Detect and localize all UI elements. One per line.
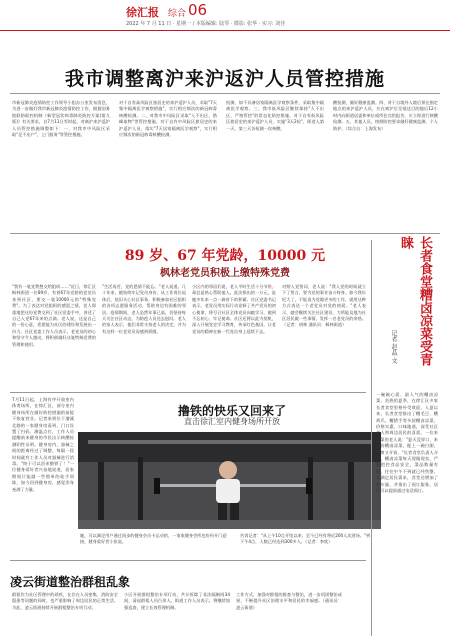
story-headline: 89 岁、67 年党龄，10000 元 bbox=[124, 248, 326, 264]
story-subhead: 枫林老党员积极上缴特殊党费 bbox=[160, 268, 290, 279]
main-col-2: 对于自有高风险区旅居史的来沪返沪人员，采取"7天集中隔离医学观察措施"，实行相应频次的新冠病毒核酸检测。二、对我市中风险区采取"入不出区，错峰取物"等管控措施。对于自有中风险区旅居史的来沪返沪人员，落实"7天居家隔离医学观察"，实行相应频次的新冠病毒核酸检测。 bbox=[119, 100, 217, 138]
story3-col-1: 7月11日起，上海有序开放室内体育场所。在徐汇区，部分室内健身场所在做好防控措施的前提下恢复营业。记者来到位于漕溪北路的一家健身房看到，门口设置了扫码、测温点位，工作人员提醒前来健身的市民出示核酸检测阴性证明。健身房内，器械之间的距离经过了调整，每隔一段时间就有工作人员对器械进行消毒。"终于可以回来撸铁了！"一位健身爱好者兴奋地说道，居家期间只能做一些简单的徒手训练，如今回到健身房，感觉浑身充满了力量。 bbox=[12, 397, 74, 492]
sidebar-title: 长者食堂糟卤凉菜受青睐 bbox=[398, 236, 432, 366]
masthead-section: 综合 bbox=[168, 9, 187, 19]
sidebar-credit: 记者 赵晶 文 bbox=[390, 330, 397, 364]
story2-col-2: "生活再苦，党的恩情不能忘。"老人说道。几十年来，她始终牢记党员身份，从工作岗位退休后，依旧关心社区事务，积极参加社区组织的各项志愿服务活动，帮助身边有困难的邻居。疫情期间，老人虽然年事已高，仍坚持每天关注社区动态，为防疫人员送去慰问。老人的家人表示，他们非常支持老人的决定，并为有这样一位老党员而感到骄傲。 bbox=[102, 284, 186, 334]
masthead-logo: 徐汇报 bbox=[126, 6, 159, 19]
main-col-4: 酸检测，做好健康监测。四、对于自境外入境后须在指定地点的来沪返沪人员，应在离沪后至抵达目的地后12小时内向街道居委和单位或所住宾馆报告，应立即进行核酸检测。五、其他人员，按照防控要求做好健康监测、个人防护。（综合自：上海发布） bbox=[333, 100, 438, 131]
story4-col-2: 小区开展群租整治专项行动，共计拆除了非法隔断间34间，清退群租人员百余人。街道工作人员表示，将继续加强巡查，建立长效管理机制。 bbox=[124, 592, 230, 610]
story-subhead: 直击徐汇室内健身场所开放 bbox=[184, 417, 280, 426]
story2-col-3: 小区内的邻居们说，老人平时生活十分节俭，却总是热心帮助他人。此次捐出的一万元，是她多年来一点一滴省下的积蓄。社区党委书记表示，老党员用实际行动诠释了共产党员的初心使命，将号召社区全体党员向她学习，做到不忘初心、牢记使命。社区还将以此为契机，深入开展党史学习教育，传承红色基因，让老党员的精神在新一代党员身上延续下去。 bbox=[192, 284, 276, 334]
masthead-subline: 2022 年 7 月 11 日 · 星期一 / 本版编辑: 陆琴 · 摄影: 张华 · 实习: 刘佳 bbox=[126, 21, 286, 27]
sidebar-divider bbox=[371, 240, 372, 636]
story-headline: 凌云街道整治群租乱象 bbox=[10, 575, 131, 589]
masthead-rule bbox=[0, 30, 450, 31]
sidebar-body: 一碗碗心爱、最人气的糟卤凉菜，炎热的夏季，在徐汇区多家长者食堂里格外受欢迎。入夏以来，长者食堂推出了糟毛豆、糟鸡爪、糟猪手等多款糟卤凉菜，价格实惠、口味地道，深受社区老人和周边居民的喜爱。一位来买菜的老人说："夏天没胃口，来一份糟卤凉菜，配上一碗白粥，清爽又开胃。"长者食堂负责人介绍，糟卤凉菜每天现做现卖，严格把控食品安全，菜品数量有限，往往中午不到就已经售罄。为满足居民需求，食堂还增加了供应量，并推出了预订服务，居民可以提前通过电话预订。 bbox=[376, 392, 438, 494]
main-col-3: 检测，如不具备居家隔离医学观察条件，采取集中隔离医学观察。三、我市低风险区继续保持"人不出区，严格管控"的常态化防控措施。对于自有低风险区旅居史的来沪返沪人员，实施"3天2检"，即进入第一天、第三天各检测一次核酸。 bbox=[226, 100, 324, 131]
story4-col-3: 工作方式，加强对群租的排查与整治，进一步巩固整治成果，不断提升社区治理水平和居民的幸福感。（通讯员：凌云街道） bbox=[236, 592, 342, 610]
page-number: 06 bbox=[188, 1, 208, 19]
photo-caption-left: 她，可以满足用户通过同步的健身会员卡运动的，一家家健身会所也纷纷开门迎接，健身爱好者小张说。 bbox=[80, 533, 227, 544]
rule bbox=[10, 93, 440, 94]
rule bbox=[10, 233, 440, 234]
story2-col-1: "我有一笔党费想交给组织……"近日，徐汇区枫林街道一位89岁、有着67年党龄的老党员来到社区，要交一笔10000元的"特殊党费"。为了表达对党组织的感恩之情，老人郑重地把这份党费交到了社区党委手中，讲述了自己入党67年来的点滴。老人说，这是自己的一份心意，希望能为社区的建设和发展出一份力。社区党委工作人员表示，老党员的初心和坚守令人感动，将积极做好这笔特殊党费的管理和使用。 bbox=[12, 284, 96, 347]
story2-col-4: 对照入党誓词，老人说："我入党的时候就立下了誓言，要为党的事业奋斗终身。如今我年纪大了，不能再为党做更多的工作，就用这种方式表达一个老党员对党的热爱。"老人表示，她会继续关注社区建设，力所能及地为社区居民做一些事情，发挥一名老党员的余热。（记者：胡林 通讯员：枫林街道） bbox=[282, 284, 366, 328]
rule bbox=[10, 392, 366, 393]
main-headline: 我市调整离沪来沪返沪人员管控措施 bbox=[64, 68, 385, 90]
sidebar-lead bbox=[378, 242, 396, 302]
masthead bbox=[0, 0, 450, 30]
main-col-1: 市新冠肺炎疫情防控工作领导小组办公室发布消息，为进一步做好我市新冠肺炎疫情防控工作，根据国务院联防联控机制《新型冠状病毒肺炎防控方案(第九版)》有关要求，自7月11日零时起，对离沪来沪返沪人员管控措施调整如下：一、对我市中风险区采取"足不出户"，上门服务"等管控措施。 bbox=[12, 100, 110, 138]
photo-caption-right: 告诉记者："从上午10点开馆以来，至今已经有将近200人次进场。"到下午4点，人数已经达到300多人。（记者：李欣） bbox=[240, 533, 371, 544]
story4-col-1: 群租作为社区管理中的顽疾，在存在人员密集、消防安全隐患等问题的同时，也严重影响了周边居民的正常生活。为此，凌云街道持续开展群租整治专项行动。 bbox=[12, 592, 118, 610]
rule bbox=[10, 560, 366, 561]
story-headline: 撸铁的快乐又回来了 bbox=[177, 404, 286, 418]
gym-photo bbox=[78, 432, 381, 529]
gym-photo-illustration bbox=[78, 432, 381, 529]
